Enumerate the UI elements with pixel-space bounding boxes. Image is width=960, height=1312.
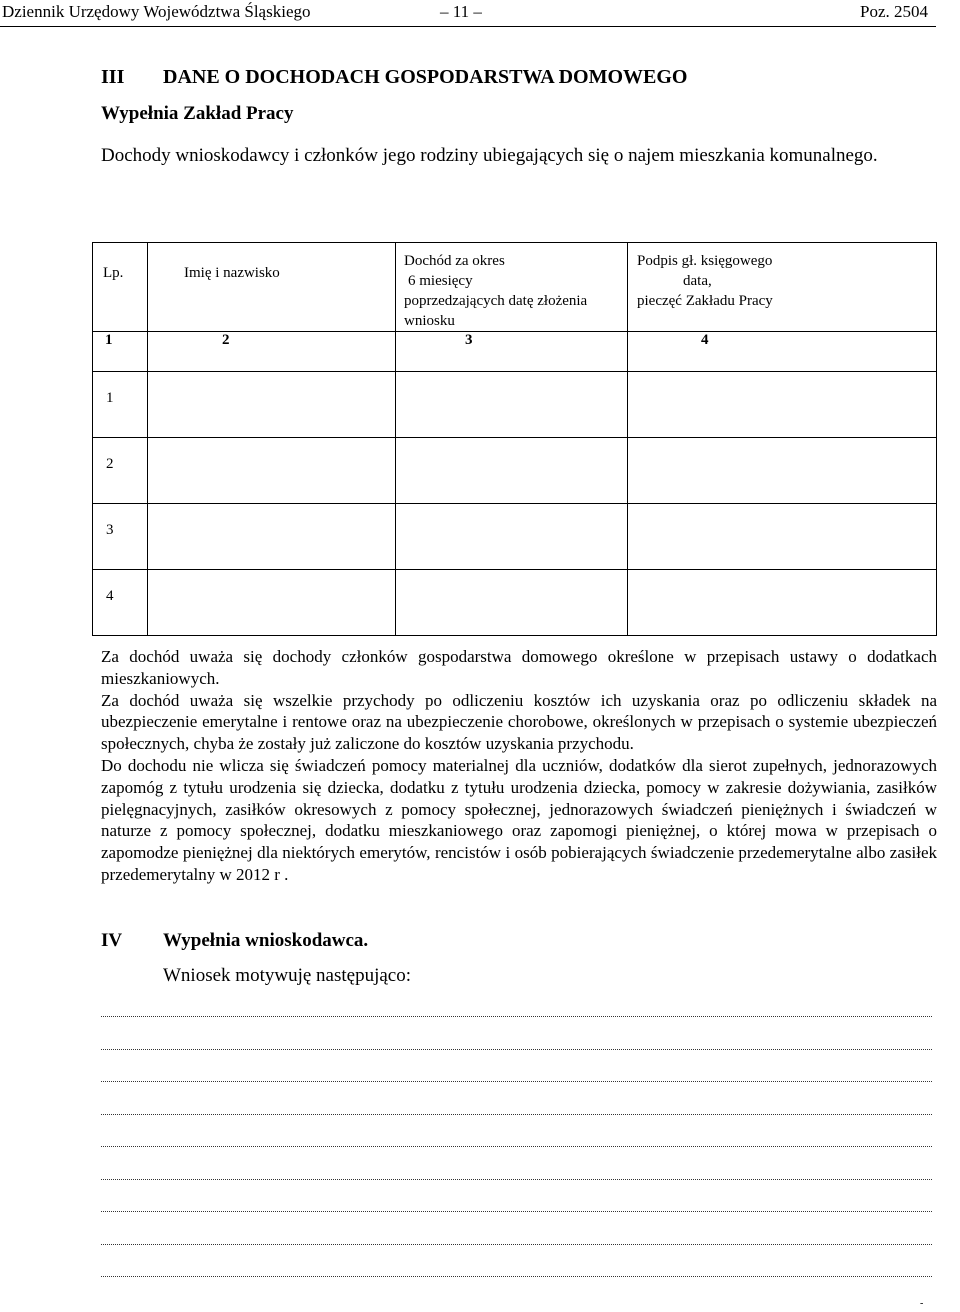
journal-title: Dziennik Urzędowy Województwa Śląskiego — [2, 2, 311, 21]
signature-cell[interactable] — [628, 570, 937, 636]
signature-cell[interactable] — [628, 438, 937, 504]
header-income-line2: 6 miesięcy — [408, 273, 473, 289]
header-signature — [628, 243, 937, 332]
section-4-title: Wypełnia wnioskodawca. — [163, 930, 369, 951]
section-3-subtitle: Wypełnia Zakład Pracy — [101, 103, 294, 124]
row-number: 1 — [106, 390, 114, 406]
header-income-line4: wniosku — [404, 313, 455, 329]
column-number-cell — [396, 332, 628, 372]
row-number: 3 — [106, 522, 114, 538]
page-header — [0, 0, 960, 28]
motivation-dotted-line[interactable] — [101, 1211, 932, 1212]
motivation-dotted-line[interactable] — [101, 1276, 932, 1277]
column-number-cell — [628, 332, 937, 372]
column-number: 1 — [105, 332, 113, 348]
header-name-label: Imię i nazwisko — [184, 265, 280, 281]
income-cell[interactable] — [396, 372, 628, 438]
motivation-dotted-line[interactable] — [101, 1016, 932, 1017]
header-sign-line1: Podpis gł. księgowego — [637, 253, 773, 269]
position-number: Poz. 2504 — [860, 2, 928, 21]
motivation-dotted-line[interactable] — [101, 1179, 932, 1180]
section-4-number: IV — [101, 930, 123, 951]
table-header-row — [93, 243, 937, 332]
column-number: 2 — [222, 332, 230, 348]
motivation-dotted-line[interactable] — [101, 1081, 932, 1082]
table-row — [93, 438, 937, 504]
header-name — [148, 243, 396, 332]
income-table — [92, 242, 937, 636]
header-lp — [93, 243, 148, 332]
motivation-dotted-line[interactable] — [101, 1114, 932, 1115]
motivation-prompt: Wniosek motywuję następująco: — [163, 965, 411, 986]
header-lp-label: Lp. — [103, 265, 124, 281]
table-row — [93, 570, 937, 636]
notes-paragraph-2: Za dochód uważa się wszelkie przychody po odliczeniu kosztów ich uzyskania oraz po odliczeniu składek na ubezpieczenie emerytalne i rentowe oraz na ubezpieczenie chorobowe, określonych w przepisach o systemie ubezpieczeń społecznych, chyba że zostały już zaliczone do kosztów uzyskania przychodu. — [101, 690, 937, 754]
column-number-cell — [93, 332, 148, 372]
table-row — [93, 504, 937, 570]
motivation-dotted-line[interactable] — [101, 1244, 932, 1245]
row-number: 4 — [106, 588, 114, 604]
column-number-row — [93, 332, 937, 372]
section-3-number: III — [101, 66, 125, 88]
page-corner-mark: - — [920, 1298, 924, 1309]
header-income-line1: Dochód za okres — [404, 253, 505, 269]
table-row — [93, 372, 937, 438]
header-sign-line3: pieczęć Zakładu Pracy — [637, 293, 773, 309]
income-cell[interactable] — [396, 504, 628, 570]
header-rule — [0, 26, 936, 27]
row-number-cell — [93, 504, 148, 570]
motivation-dotted-line[interactable] — [101, 1049, 932, 1050]
name-cell[interactable] — [148, 372, 396, 438]
section-3-intro: Dochody wnioskodawcy i członków jego rodziny ubiegających się o najem mieszkania komunalnego. — [101, 145, 878, 166]
column-number: 3 — [465, 332, 473, 348]
page-number: – 11 – — [440, 2, 482, 21]
row-number-cell — [93, 372, 148, 438]
notes-paragraph-1: Za dochód uważa się dochody członków gospodarstwa domowego określone w przepisach ustawy o dodatkach mieszkaniowych. — [101, 647, 937, 688]
column-number-cell — [148, 332, 396, 372]
motivation-dotted-line[interactable] — [101, 1146, 932, 1147]
income-notes — [101, 646, 937, 886]
section-3-title: DANE O DOCHODACH GOSPODARSTWA DOMOWEGO — [163, 66, 688, 88]
name-cell[interactable] — [148, 504, 396, 570]
header-income — [396, 243, 628, 332]
row-number: 2 — [106, 456, 114, 472]
row-number-cell — [93, 438, 148, 504]
notes-paragraph-3: Do dochodu nie wlicza się świadczeń pomocy materialnej dla uczniów, dodatków dla sierot zupełnych, jednorazowych zapomóg z tytułu urodzenia się dziecka, dodatku z tytułu urodzenia dziecka, pomocy w zakresie dożywiania, zasiłków pielęgnacyjnych, zasiłków okresowych z pomocy społecznej, jednorazowych świadczeń pieniężnych i świadczeń w naturze z pomocy społecznej, dodatku mieszkaniowego oraz zapomogi pieniężnej, o której mowa w przepisach o zapomodze pieniężnej dla niektórych emerytów, rencistów i osób pobierających świadczenie przedemerytalne albo zasiłek przedemerytalny w 2012 r . — [101, 755, 937, 884]
name-cell[interactable] — [148, 438, 396, 504]
name-cell[interactable] — [148, 570, 396, 636]
income-cell[interactable] — [396, 570, 628, 636]
signature-cell[interactable] — [628, 372, 937, 438]
header-income-line3: poprzedzających datę złożenia — [404, 293, 588, 309]
row-number-cell — [93, 570, 148, 636]
income-cell[interactable] — [396, 438, 628, 504]
header-sign-line2: data, — [683, 273, 712, 289]
column-number: 4 — [701, 332, 709, 348]
signature-cell[interactable] — [628, 504, 937, 570]
